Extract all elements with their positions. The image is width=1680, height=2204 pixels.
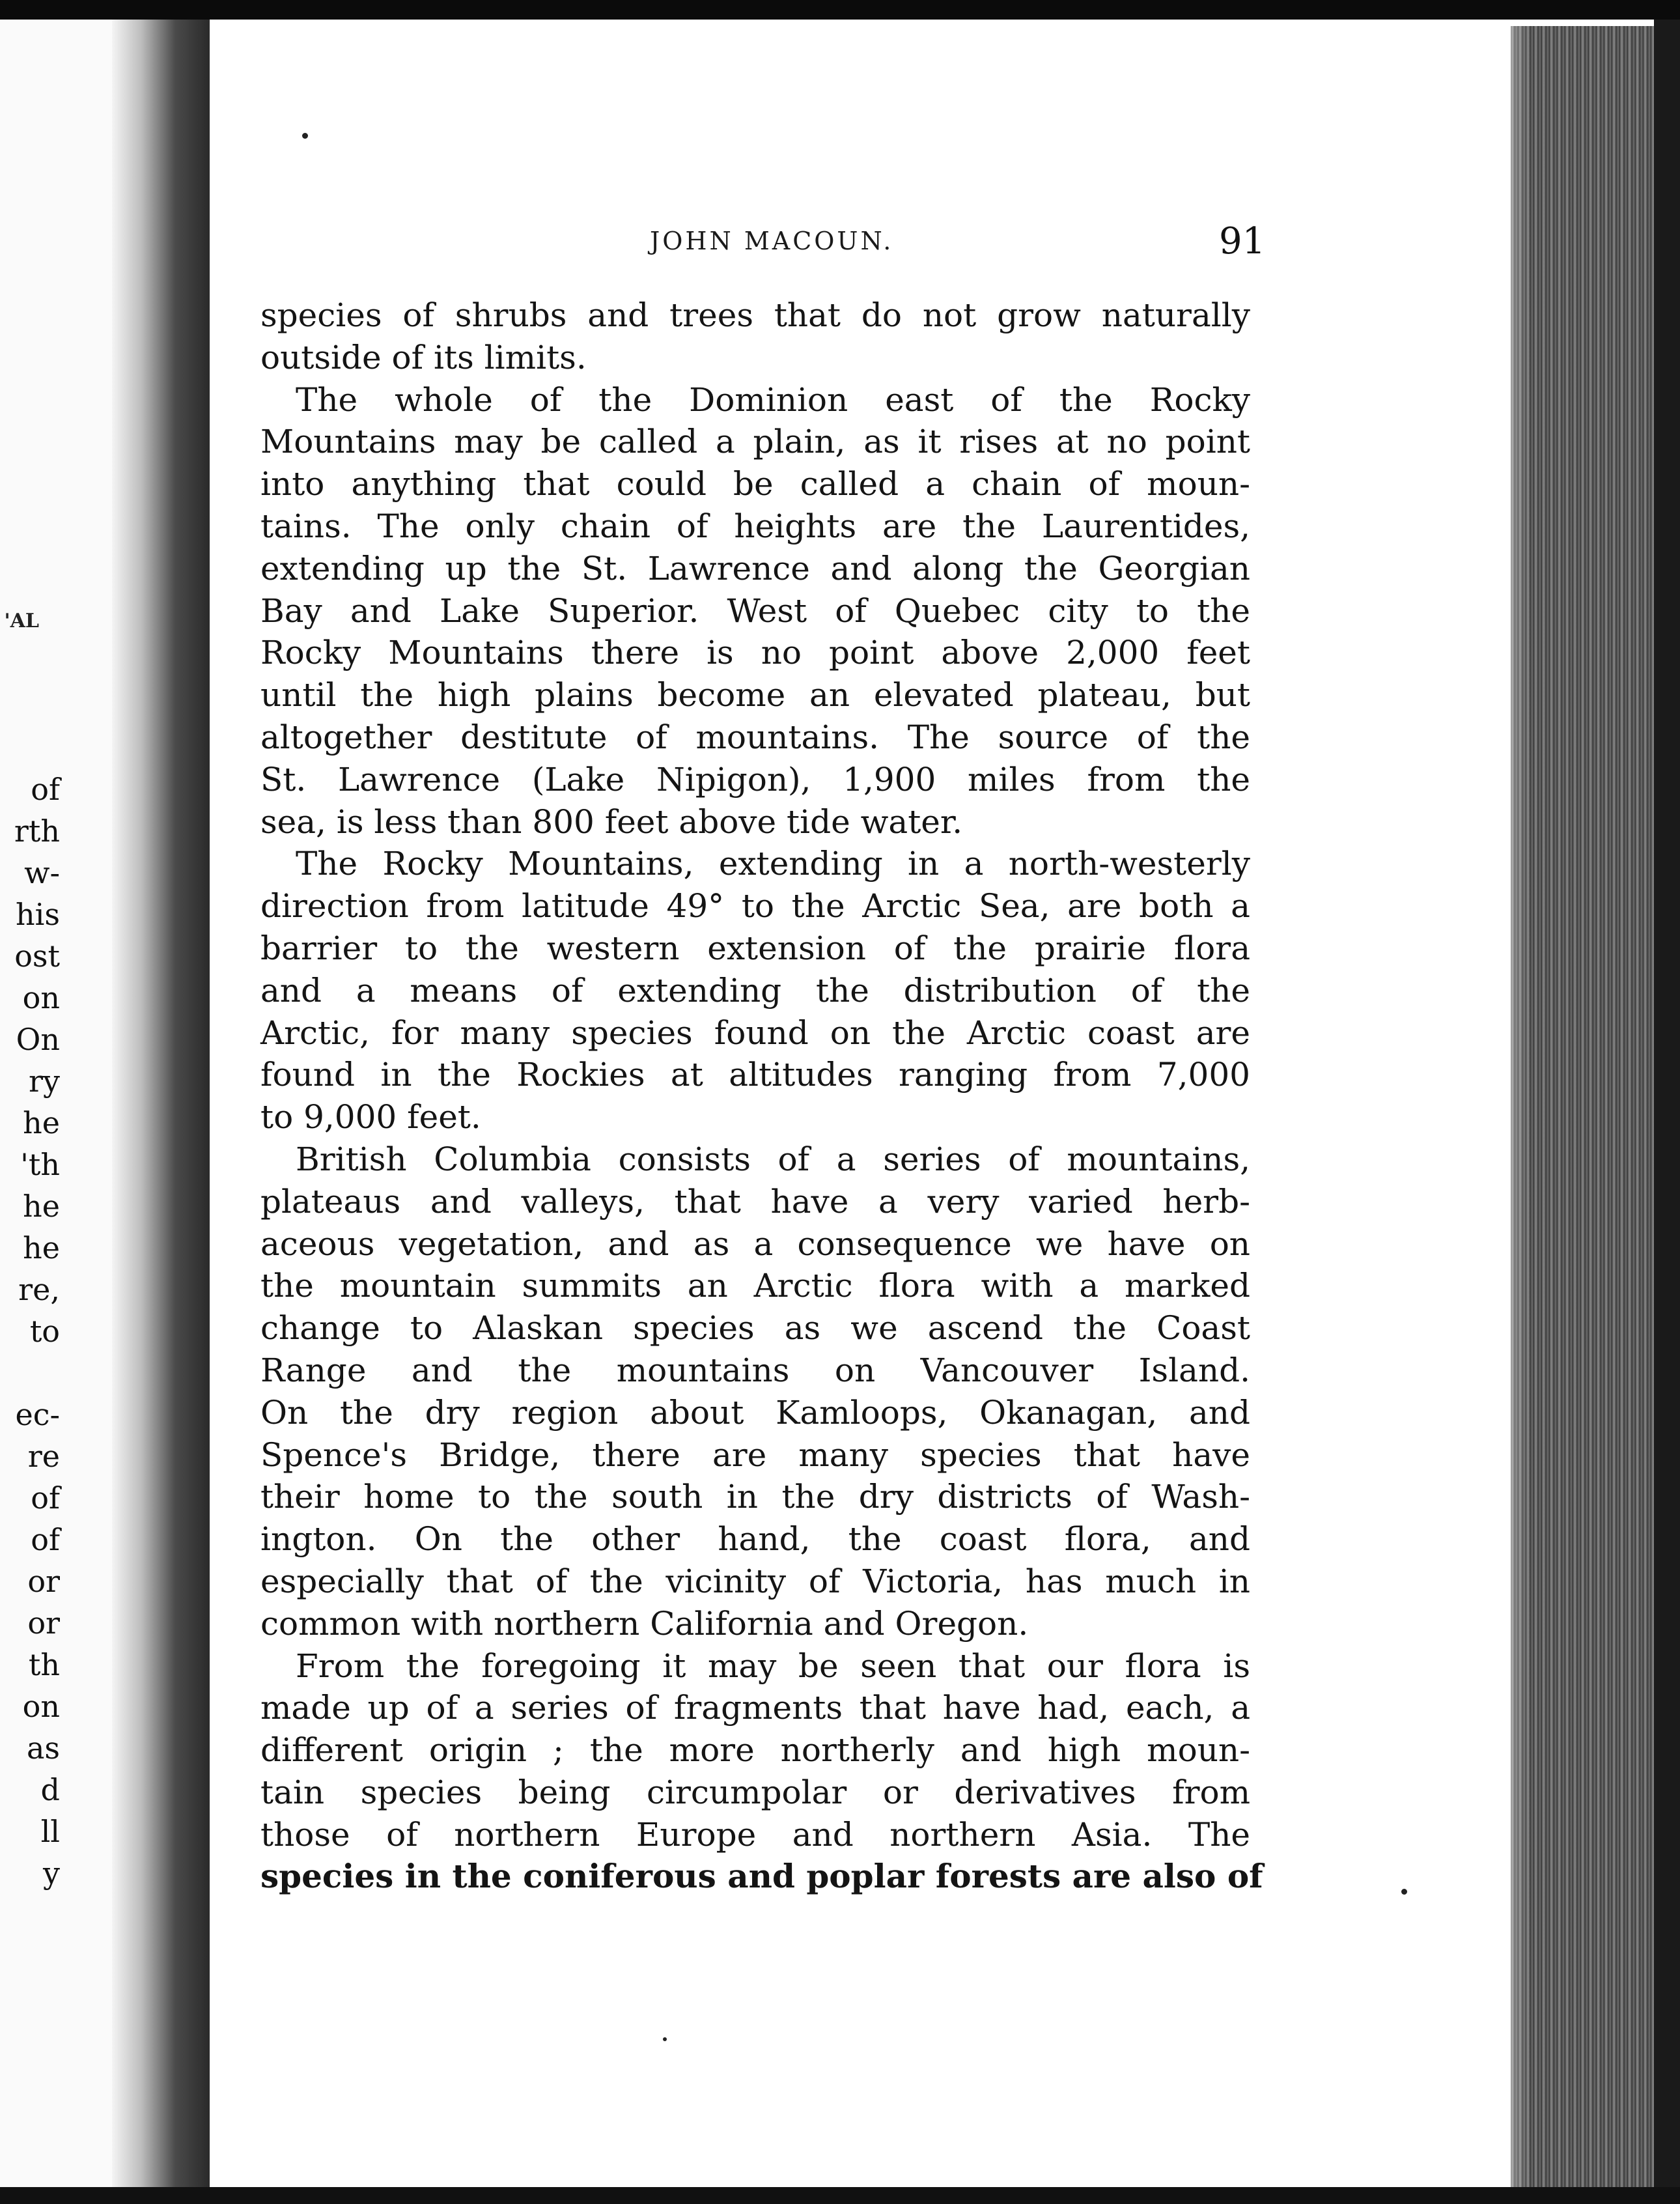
left-page-fragment: y bbox=[43, 1856, 60, 1891]
text-line: sea, is less than 800 feet above tide water. bbox=[260, 802, 963, 841]
left-page-fragment: on bbox=[22, 1689, 60, 1724]
text-line: different origin ; the more northerly and high moun- bbox=[260, 1731, 1250, 1770]
text-line: direction from latitude 49° to the Arctic Sea, are both a bbox=[260, 887, 1250, 925]
scan-top-border bbox=[0, 0, 1680, 20]
text-line: tain species being circumpolar or derivatives from bbox=[260, 1773, 1250, 1811]
text-line: St. Lawrence (Lake Nipigon), 1,900 miles from the bbox=[260, 760, 1250, 798]
left-page-fragment: as bbox=[26, 1731, 60, 1766]
left-page-fragment: re, bbox=[18, 1272, 60, 1307]
left-page-fragment: of bbox=[31, 1522, 60, 1557]
text-line: to 9,000 feet. bbox=[260, 1098, 481, 1137]
text-line: Range and the mountains on Vancouver Island. bbox=[260, 1351, 1250, 1389]
text-line: plateaus and valleys, that have a very varied herb- bbox=[260, 1182, 1250, 1221]
text-line: into anything that could be called a chain of moun- bbox=[260, 465, 1250, 503]
text-line: found in the Rockies at altitudes ranging from 7,000 bbox=[260, 1056, 1250, 1094]
left-page-fragment: or bbox=[27, 1564, 60, 1599]
text-line: common with northern California and Oregon. bbox=[260, 1604, 1029, 1643]
left-page-fragment: th bbox=[28, 1647, 60, 1682]
left-page-fragment: d bbox=[40, 1772, 60, 1807]
text-line: tains. The only chain of heights are the Laurentides, bbox=[260, 507, 1250, 545]
text-line: From the foregoing it may be seen that our flora is bbox=[296, 1646, 1250, 1685]
text-line: their home to the south in the dry districts of Wash- bbox=[260, 1478, 1250, 1516]
text-line: Mountains may be called a plain, as it rises at no point bbox=[260, 423, 1250, 461]
book-gutter bbox=[112, 20, 210, 2187]
text-line: altogether destitute of mountains. The source of the bbox=[260, 718, 1250, 756]
text-line: outside of its limits. bbox=[260, 338, 587, 376]
text-line: the mountain summits an Arctic flora with a marked bbox=[260, 1267, 1250, 1305]
text-line: British Columbia consists of a series of mountains, bbox=[296, 1140, 1250, 1178]
left-page-fragment: on bbox=[22, 980, 60, 1015]
text-line: ington. On the other hand, the coast flora, and bbox=[260, 1520, 1250, 1559]
speck bbox=[1401, 1889, 1407, 1895]
page-number: 91 bbox=[1219, 220, 1266, 262]
left-page-fragment: ll bbox=[40, 1814, 60, 1849]
left-page-fragment: he bbox=[23, 1105, 60, 1140]
left-page-fragment: ost bbox=[14, 939, 60, 974]
left-page-fragment: rth bbox=[14, 813, 60, 849]
speck bbox=[302, 133, 308, 139]
text-line: extending up the St. Lawrence and along the Georgian bbox=[260, 549, 1250, 587]
speck bbox=[663, 2037, 667, 2041]
scan-right-border bbox=[1654, 20, 1680, 2187]
text-line: On the dry region about Kamloops, Okanagan, and bbox=[260, 1393, 1250, 1432]
body-text bbox=[260, 294, 1263, 1910]
left-page-fragment: 'th bbox=[20, 1147, 60, 1182]
text-line: Rocky Mountains there is no point above 2,000 feet bbox=[260, 634, 1250, 672]
text-line: aceous vegetation, and as a consequence we have on bbox=[260, 1224, 1250, 1263]
left-page-fragment: w- bbox=[24, 855, 60, 890]
left-page-fragment: ry bbox=[29, 1064, 60, 1099]
text-line: barrier to the western extension of the prairie flora bbox=[260, 929, 1250, 967]
left-page-fragment: or bbox=[27, 1605, 60, 1641]
text-line: change to Alaskan species as we ascend the Coast bbox=[260, 1309, 1250, 1348]
left-page-fragment: ec- bbox=[15, 1397, 60, 1432]
text-line: species in the coniferous and poplar forests are also of bbox=[260, 1857, 1263, 1896]
left-page-fragment: to bbox=[29, 1314, 60, 1349]
left-page-caps-fragment: 'AL bbox=[4, 610, 39, 632]
page-edges bbox=[1511, 26, 1654, 2187]
scan-bottom-border bbox=[0, 2187, 1680, 2204]
text-line: species of shrubs and trees that do not grow naturally bbox=[260, 296, 1250, 334]
left-page-fragment: re bbox=[27, 1439, 60, 1474]
left-page-fragment: his bbox=[16, 897, 60, 932]
running-head: JOHN MACOUN. bbox=[650, 227, 894, 255]
text-line: especially that of the vicinity of Victoria, has much in bbox=[260, 1562, 1250, 1600]
text-line: Bay and Lake Superior. West of Quebec city to the bbox=[260, 591, 1250, 630]
text-line: Arctic, for many species found on the Arctic coast are bbox=[260, 1013, 1250, 1052]
text-line: and a means of extending the distribution of the bbox=[260, 971, 1250, 1010]
text-line: The whole of the Dominion east of the Rocky bbox=[296, 380, 1250, 419]
text-line: those of northern Europe and northern Asia. The bbox=[260, 1815, 1250, 1854]
text-line: until the high plains become an elevated plateau, but bbox=[260, 676, 1250, 714]
left-page-fragment: of bbox=[31, 1480, 60, 1516]
text-line: Spence's Bridge, there are many species that have bbox=[260, 1435, 1250, 1474]
left-page-fragment: On bbox=[16, 1022, 60, 1057]
text-line: The Rocky Mountains, extending in a north-westerly bbox=[296, 845, 1250, 883]
text-line: made up of a series of fragments that have had, each, a bbox=[260, 1689, 1250, 1727]
left-page-fragment: he bbox=[23, 1189, 60, 1224]
left-page-fragment: of bbox=[31, 772, 60, 807]
left-page-fragment: he bbox=[23, 1230, 60, 1265]
